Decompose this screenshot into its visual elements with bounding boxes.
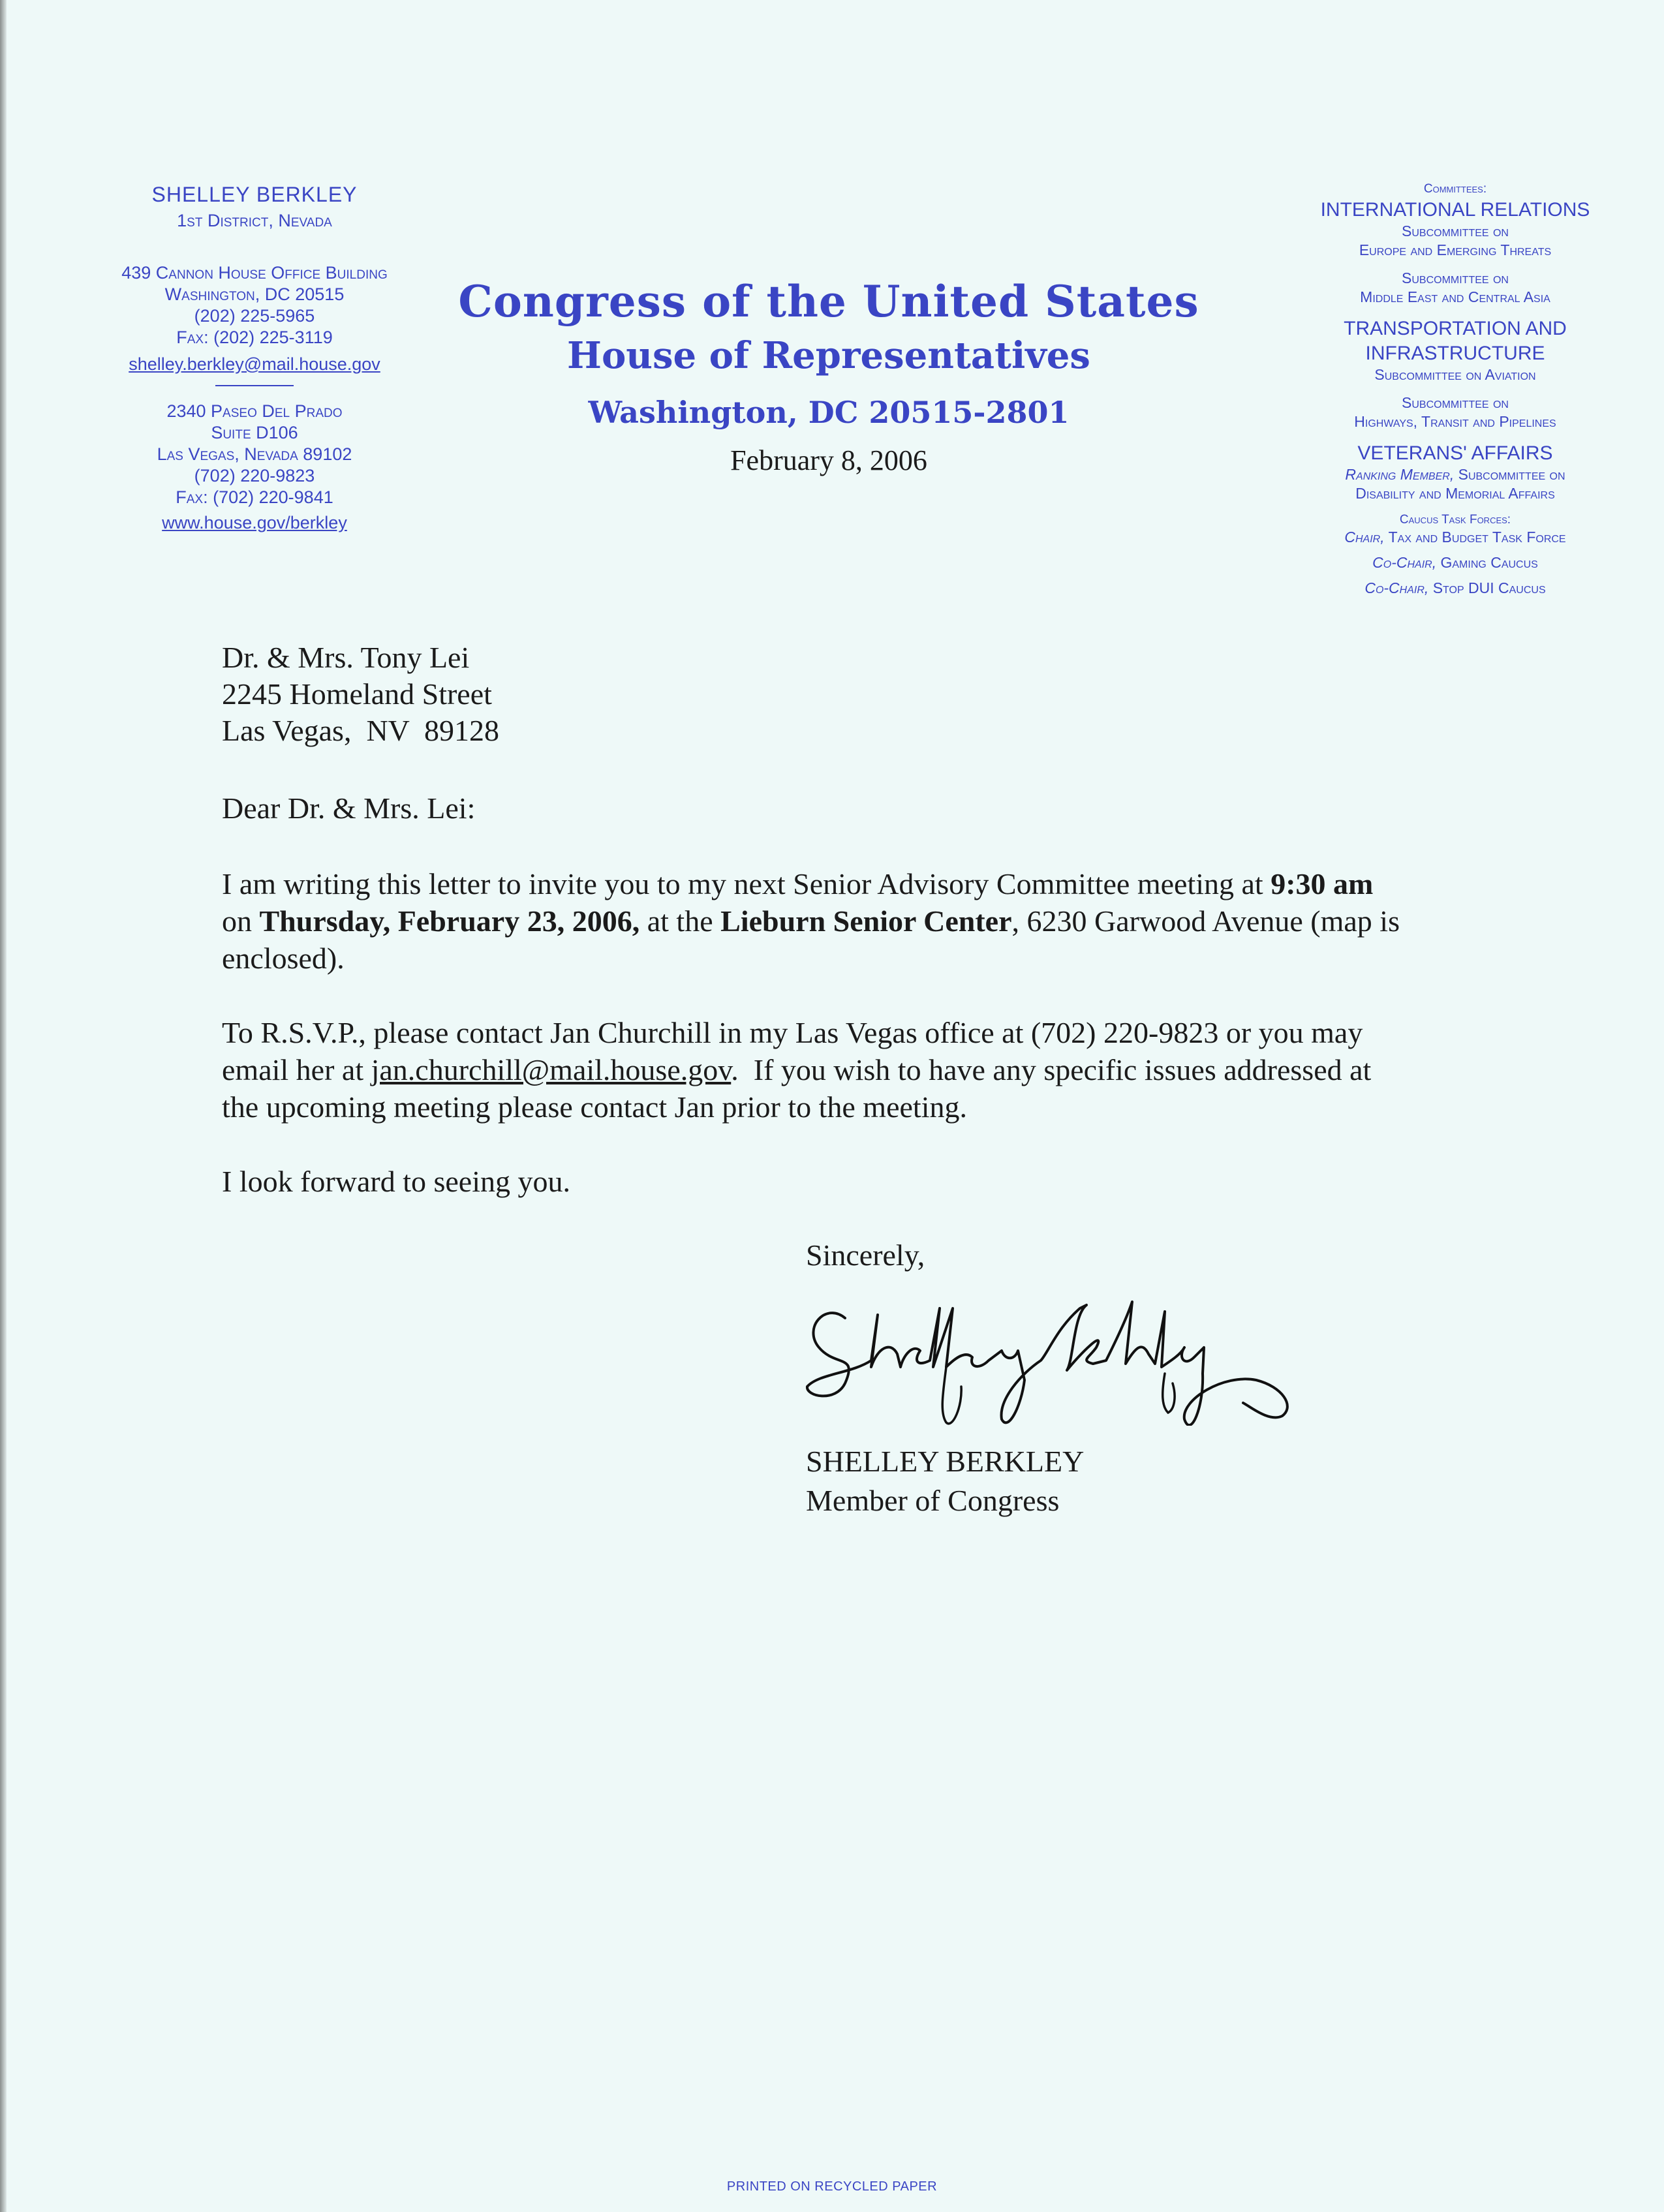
role-label: Ranking Member, — [1345, 466, 1455, 483]
role-label: Co-Chair, — [1364, 579, 1429, 596]
signer-block — [806, 1442, 1084, 1520]
text-run: . If you wish to have any specific issues addressed at the upcoming meeting please contact Jan prior to the meeting. — [222, 1053, 1379, 1124]
letterhead-city: Washington, DC 20515-2801 — [588, 395, 1070, 430]
role-label: Co-Chair, — [1372, 554, 1437, 571]
sender-email-link[interactable]: shelley.berkley@mail.house.gov — [129, 354, 380, 374]
subcommittee-aviation: Subcommittee on Aviation — [1374, 366, 1536, 383]
closing: Sincerely, — [806, 1238, 925, 1272]
recipient-line1: Dr. & Mrs. Tony Lei — [222, 641, 470, 674]
recipient-line3: Las Vegas, NV 89128 — [222, 714, 500, 747]
subcommittee-label: Subcommittee on — [1402, 269, 1509, 286]
footer-note: PRINTED ON RECYCLED PAPER — [726, 2179, 938, 2194]
sender-district: 1st District, Nevada — [177, 211, 332, 230]
local-office-phone: (702) 220-9823 — [194, 466, 315, 485]
caucus-item — [1299, 553, 1612, 572]
body-paragraph-2 — [222, 1014, 1410, 1126]
page-edge-shadow — [0, 0, 7, 2212]
rsvp-email-link[interactable]: jan.churchill@mail.house.gov — [371, 1053, 732, 1086]
dc-office-line2: Washington, DC 20515 — [164, 284, 345, 304]
committee-veterans: VETERANS' AFFAIRS — [1357, 442, 1553, 464]
recipient-address — [222, 639, 499, 749]
local-office-line2: Suite D106 — [211, 423, 298, 442]
caucus-name: Gaming Caucus — [1440, 554, 1538, 571]
meeting-time: 9:30 am — [1271, 867, 1374, 900]
salutation: Dear Dr. & Mrs. Lei: — [222, 791, 476, 825]
local-office-line1: 2340 Paseo Del Prado — [166, 401, 343, 421]
subcommittee-label: Subcommittee on — [1402, 223, 1509, 239]
subcommittee-label: Subcommittee on — [1402, 394, 1509, 411]
text-run: I am writing this letter to invite you to my next Senior Advisory Committee meeting at — [222, 867, 1271, 900]
recipient-line2: 2245 Homeland Street — [222, 677, 492, 711]
meeting-date: Thursday, February 23, 2006, — [259, 904, 640, 938]
committees-label: Committees: — [1423, 182, 1487, 196]
veterans-subcommittee — [1299, 465, 1612, 484]
caucus-name: Tax and Budget Task Force — [1388, 529, 1566, 545]
committee-transportation: TRANSPORTATION AND — [1344, 318, 1567, 339]
sender-info — [59, 183, 450, 534]
subcommittee-europe: Europe and Emerging Threats — [1359, 241, 1552, 258]
divider — [215, 385, 294, 386]
caucus-label: Caucus Task Forces: — [1399, 513, 1511, 527]
dc-office-fax: Fax: (202) 225-3119 — [176, 328, 333, 347]
caucus-name: Stop DUI Caucus — [1432, 579, 1546, 596]
meeting-place: Lieburn Senior Center — [720, 904, 1012, 938]
caucus-item — [1299, 528, 1612, 547]
letterhead — [457, 274, 1201, 477]
caucus-item — [1299, 579, 1612, 598]
local-office-line3: Las Vegas, Nevada 89102 — [157, 444, 352, 464]
text-run: To R.S.V.P., please contact Jan Churchill in my Las Vegas office at (702) 220-9823 or you may email her at — [222, 1016, 1370, 1086]
body-paragraph-3: I look forward to seeing you. — [222, 1165, 570, 1198]
subcommittee-highways: Highways, Transit and Pipelines — [1354, 413, 1556, 430]
letterhead-title: Congress of the United States — [458, 276, 1199, 327]
local-office-fax: Fax: (702) 220-9841 — [176, 487, 333, 507]
subcommittee-disability: Disability and Memorial Affairs — [1355, 485, 1555, 502]
subcommittee-middle-east: Middle East and Central Asia — [1360, 288, 1550, 305]
letter-date: February 8, 2006 — [730, 444, 927, 476]
signature — [799, 1276, 1295, 1426]
dc-office-phone: (202) 225-5965 — [194, 306, 315, 326]
signer-name: SHELLEY BERKLEY — [806, 1445, 1085, 1478]
role-label: Chair, — [1344, 529, 1385, 545]
subcommittee-label: Subcommittee on — [1458, 466, 1565, 483]
text-run: , 6230 Garwood Avenue (map is enclosed). — [222, 904, 1400, 975]
signer-title: Member of Congress — [806, 1484, 1060, 1517]
dc-office-line1: 439 Cannon House Office Building — [121, 263, 388, 283]
body-paragraph-1 — [222, 865, 1410, 977]
letterhead-subtitle: House of Representatives — [567, 334, 1090, 377]
text-run: on — [222, 904, 260, 938]
text-run: at the — [639, 904, 721, 938]
committees-list — [1299, 181, 1612, 598]
committee-transportation-cont: INFRASTRUCTURE — [1365, 343, 1545, 364]
sender-name: SHELLEY BERKLEY — [151, 183, 358, 206]
committee-intl-relations: INTERNATIONAL RELATIONS — [1320, 199, 1590, 221]
website-link[interactable]: www.house.gov/berkley — [162, 513, 347, 532]
